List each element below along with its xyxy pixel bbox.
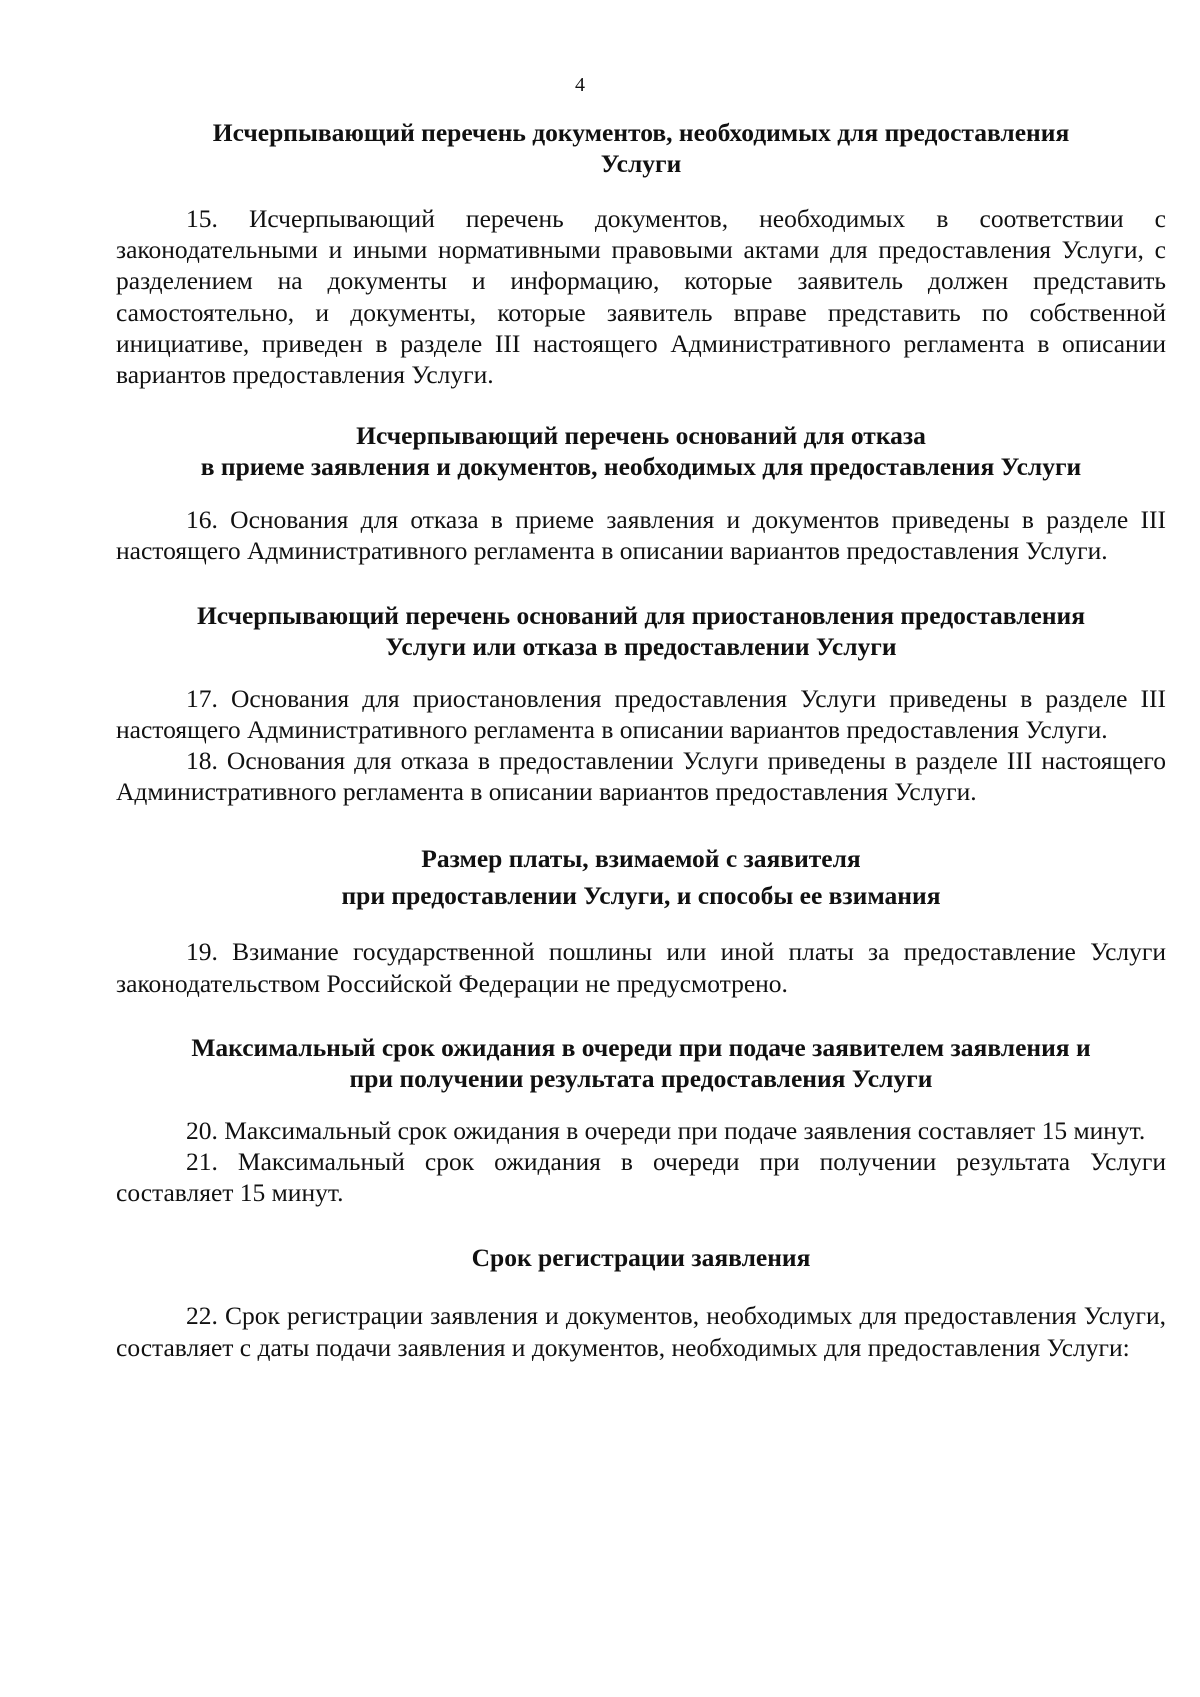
paragraph-18: 18. Основания для отказа в предоставлении Услуги приведены в разделе III настоящего Административного регламента в описании вариантов предоставления Услуги. <box>116 746 1166 807</box>
section-heading-documents-list <box>116 117 1166 179</box>
paragraph-15: 15. Исчерпывающий перечень документов, необходимых в соответствии с законодательными и иными нормативными правовыми актами для предоставления Услуги, с разделением на документы и информацию, которые заявитель должен представить самостоятельно, и документы, которые заявитель вправе представить по собственной инициативе, приведен в разделе III настоящего Административного регламента в описании вариантов предоставления Услуги. <box>116 204 1166 390</box>
paragraph-22: 22. Срок регистрации заявления и документов, необходимых для предоставления Услуги, составляет с даты подачи заявления и документов, необходимых для предоставления Услуги: <box>116 1301 1166 1362</box>
section-heading-suspension-refusal <box>116 600 1166 662</box>
document-body <box>116 117 1166 1363</box>
heading-line: при получении результата предоставления Услуги <box>349 1063 933 1093</box>
paragraph-20: 20. Максимальный срок ожидания в очереди при подаче заявления составляет 15 минут. <box>186 1115 1146 1145</box>
heading-line: при предоставлении Услуги, и способы ее взимания <box>341 881 941 911</box>
section-heading-waiting-time <box>116 1032 1166 1094</box>
heading-line: Исчерпывающий перечень оснований для приостановления предоставления <box>196 600 1086 630</box>
heading-line: Срок регистрации заявления <box>471 1243 811 1273</box>
paragraph-19: 19. Взимание государственной пошлины или иной платы за предоставление Услуги законодательством Российской Федерации не предусмотрено. <box>116 937 1166 998</box>
section-heading-registration-time <box>116 1242 1166 1273</box>
paragraph-21: 21. Максимальный срок ожидания в очереди при получении результата Услуги составляет 15 минут. <box>116 1147 1166 1208</box>
heading-line: Размер платы, взимаемой с заявителя <box>421 844 861 874</box>
section-heading-fee <box>116 840 1166 914</box>
section-heading-refusal-acceptance <box>116 420 1166 482</box>
paragraph-17: 17. Основания для приостановления предоставления Услуги приведены в разделе III настоящего Административного регламента в описании вариантов предоставления Услуги. <box>116 683 1166 744</box>
heading-line: в приеме заявления и документов, необходимых для предоставления Услуги <box>200 452 1082 482</box>
page-number: 4 <box>575 74 585 96</box>
heading-line: Услуги <box>600 149 682 178</box>
paragraph-16: 16. Основания для отказа в приеме заявления и документов приведены в разделе III настоящего Административного регламента в описании вариантов предоставления Услуги. <box>116 505 1166 566</box>
heading-line: Услуги или отказа в предоставлении Услуги <box>385 631 897 661</box>
heading-line: Исчерпывающий перечень оснований для отказа <box>356 421 926 451</box>
heading-line: Максимальный срок ожидания в очереди при подаче заявителем заявления и <box>191 1032 1091 1062</box>
heading-line: Исчерпывающий перечень документов, необходимых для предоставления <box>212 118 1070 147</box>
